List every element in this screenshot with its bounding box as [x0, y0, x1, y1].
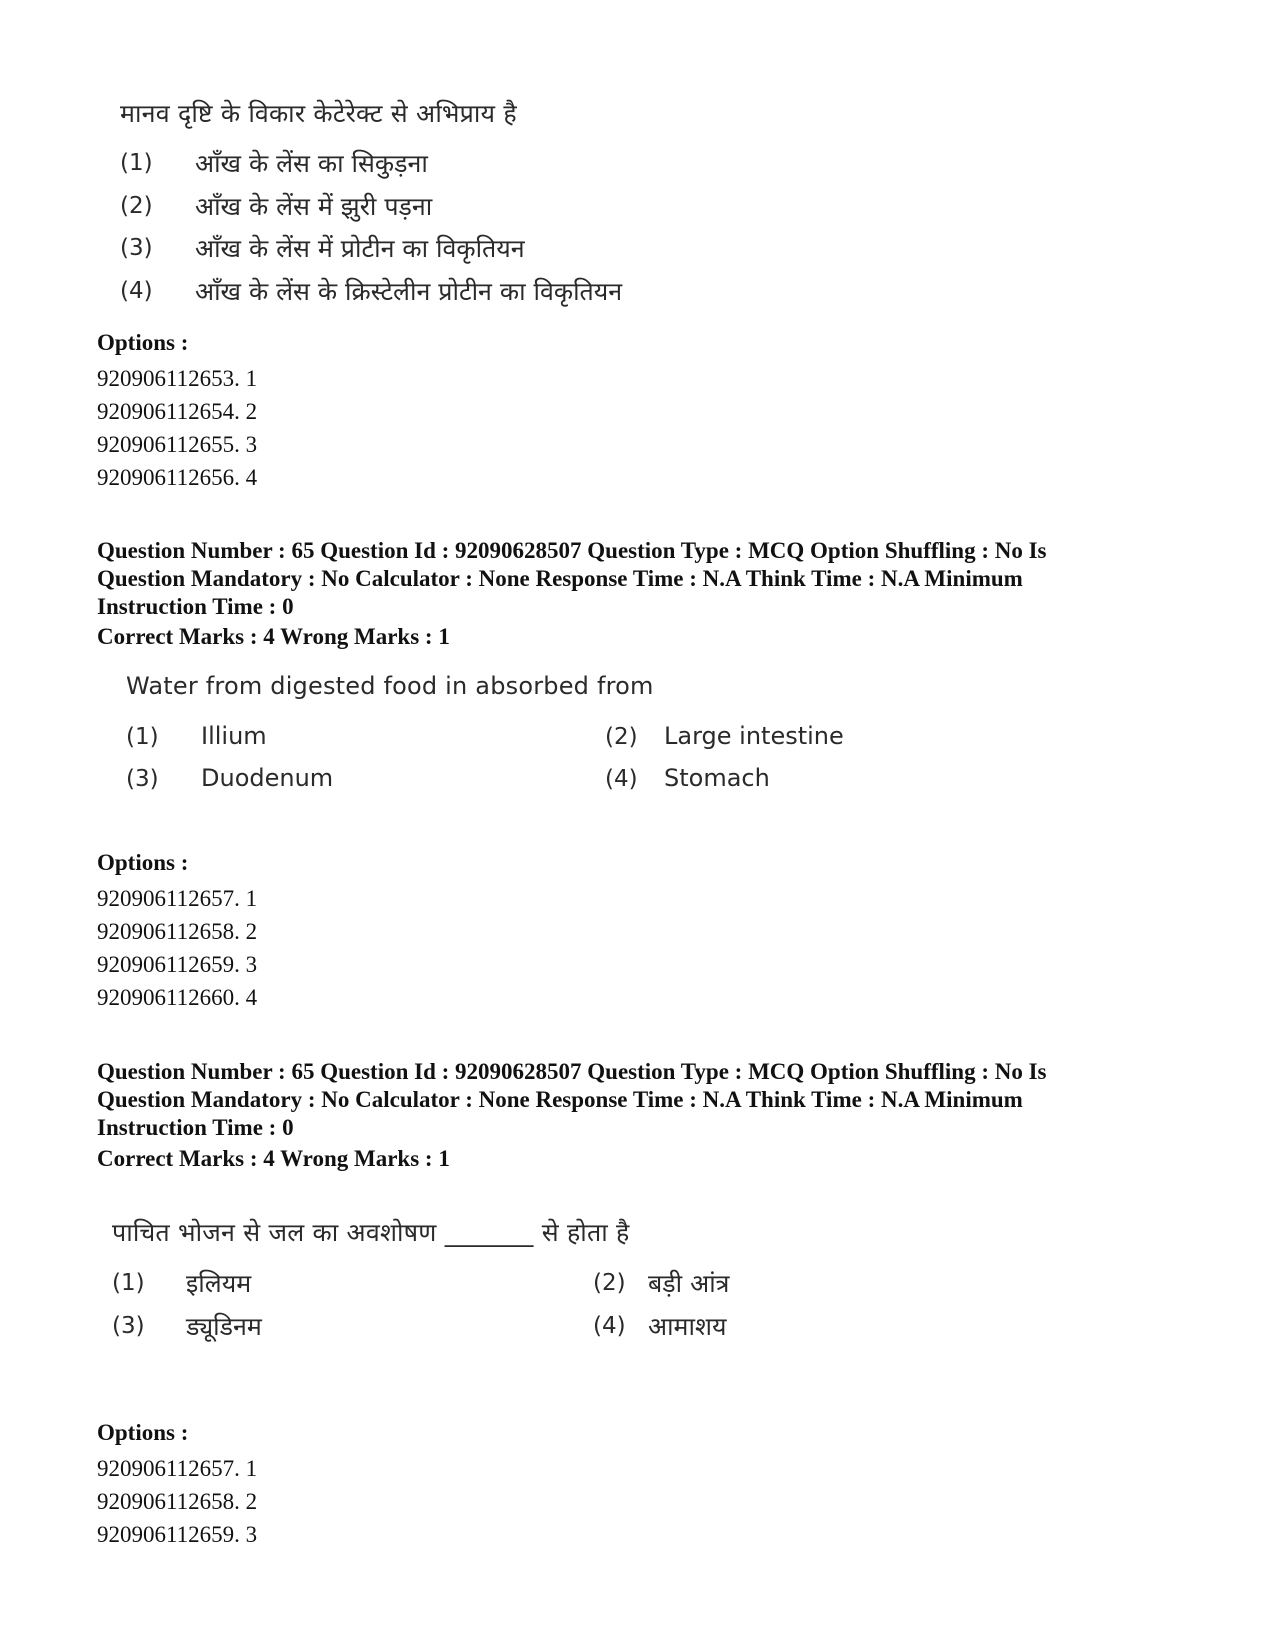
question-marks: Correct Marks : 4 Wrong Marks : 1 [97, 624, 450, 649]
options-label: Options : [97, 850, 189, 875]
choice-text: Large intestine [664, 722, 844, 750]
choice-number: (2) [593, 1270, 626, 1296]
question-meta [97, 537, 1187, 621]
question-meta-line: Question Mandatory : No Calculator : None Response Time : N.A Think Time : N.A Minimum [97, 566, 1023, 591]
question-meta-line: Question Mandatory : No Calculator : None Response Time : N.A Think Time : N.A Minimum [97, 1087, 1023, 1112]
options-section [97, 330, 257, 494]
choice-number: (1) [112, 1270, 145, 1296]
option-line: 920906112658. 2 [97, 1489, 258, 1514]
choice-text: इलियम [186, 1269, 252, 1298]
options-label: Options : [97, 1420, 189, 1445]
choice-text: आँख के लेंस में प्रोटीन का विकृतियन [195, 234, 525, 263]
option-line: 920906112657. 1 [97, 1456, 258, 1481]
choice-number: (4) [605, 766, 638, 792]
question-meta-line: Instruction Time : 0 [97, 1115, 294, 1140]
option-line: 920906112659. 3 [97, 1522, 258, 1547]
choice-text: Illium [201, 722, 267, 750]
choice-text: Duodenum [201, 764, 334, 792]
question-meta [97, 1058, 1187, 1142]
options-section [97, 1420, 257, 1551]
options-section [97, 850, 257, 1014]
question-marks: Correct Marks : 4 Wrong Marks : 1 [97, 1146, 450, 1171]
option-line: 920906112660. 4 [97, 985, 258, 1010]
choice-text: बड़ी आंत्र [648, 1269, 730, 1298]
choice-number: (4) [593, 1313, 626, 1339]
question-meta-line: Instruction Time : 0 [97, 594, 294, 619]
choice-number: (4) [120, 278, 153, 304]
option-line: 920906112658. 2 [97, 919, 258, 944]
choice-number: (3) [112, 1313, 145, 1339]
option-line: 920906112655. 3 [97, 432, 258, 457]
choice-text: ड्यूडिनम [186, 1312, 262, 1341]
choice-number: (2) [120, 193, 153, 219]
options-label: Options : [97, 330, 189, 355]
option-line: 920906112657. 1 [97, 886, 258, 911]
choice-number: (2) [605, 724, 638, 750]
choice-number: (3) [120, 235, 153, 261]
question-stem: Water from digested food in absorbed from [126, 672, 654, 700]
option-line: 920906112656. 4 [97, 465, 258, 490]
question-stem: मानव दृष्टि के विकार केटेरेक्ट से अभिप्राय है [120, 99, 517, 128]
choice-number: (3) [126, 766, 159, 792]
option-line: 920906112659. 3 [97, 952, 258, 977]
option-line: 920906112653. 1 [97, 366, 258, 391]
choice-text: आँख के लेंस के क्रिस्टेलीन प्रोटीन का विकृतियन [195, 277, 623, 306]
choice-text: आँख के लेंस में झुरी पड़ना [195, 192, 433, 221]
choice-number: (1) [126, 724, 159, 750]
question-meta-line: Question Number : 65 Question Id : 92090628507 Question Type : MCQ Option Shuffling : No Is [97, 538, 1047, 563]
question-meta-line: Question Number : 65 Question Id : 92090628507 Question Type : MCQ Option Shuffling : No Is [97, 1059, 1047, 1084]
choice-text: आमाशय [648, 1312, 727, 1341]
question-stem: पाचित भोजन से जल का अवशोषण _______ से होता है [112, 1218, 630, 1247]
choice-number: (1) [120, 150, 153, 176]
choice-text: आँख के लेंस का सिकुड़ना [195, 149, 428, 178]
choice-text: Stomach [664, 764, 770, 792]
option-line: 920906112654. 2 [97, 399, 258, 424]
